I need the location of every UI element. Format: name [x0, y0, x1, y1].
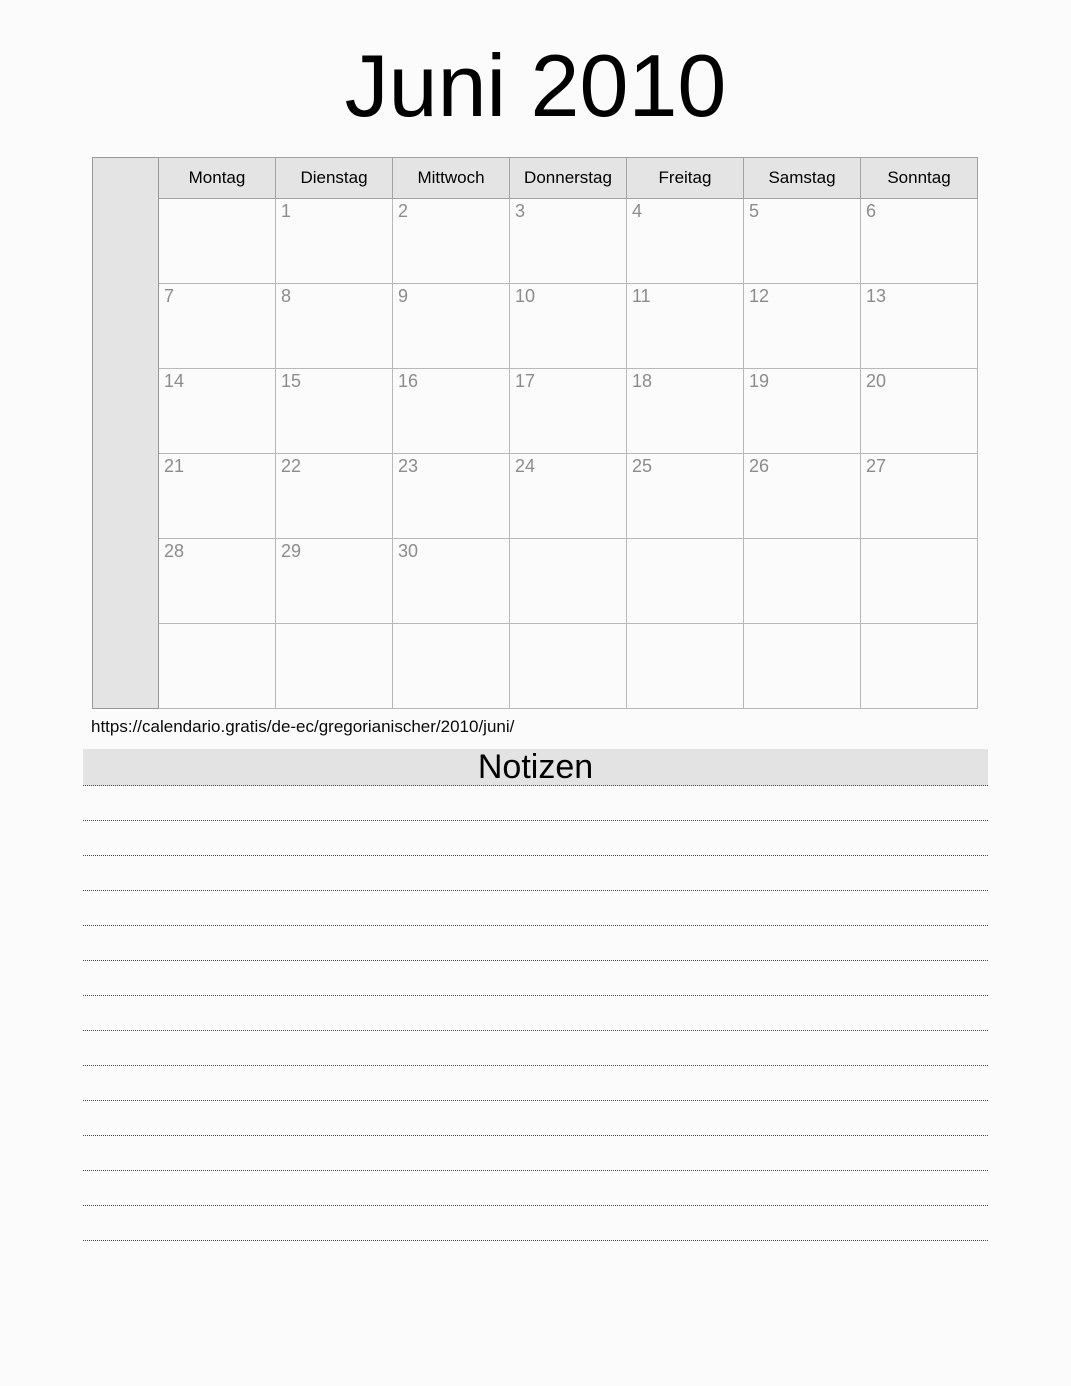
notes-ruled-line [83, 1101, 988, 1136]
day-cell-17 [510, 369, 627, 454]
notes-header: Notizen [83, 749, 988, 786]
day-header-dienstag: Dienstag [276, 158, 393, 199]
source-url: https://calendario.gratis/de-ec/gregorianischer/2010/juni/ [91, 717, 515, 736]
day-cell-1 [276, 199, 393, 284]
day-cell-20 [861, 369, 978, 454]
day-cell-16 [393, 369, 510, 454]
day-number: 17 [515, 371, 536, 391]
day-header-donnerstag: Donnerstag [510, 158, 627, 199]
day-cell-25 [627, 454, 744, 539]
notes-ruled-line [83, 1031, 988, 1066]
day-cell-empty [744, 624, 861, 709]
day-number: 8 [281, 286, 292, 306]
day-number: 21 [164, 456, 185, 476]
day-number: 13 [866, 286, 887, 306]
day-number: 6 [866, 201, 877, 221]
day-cell-4 [627, 199, 744, 284]
day-cell-14 [159, 369, 276, 454]
day-number: 12 [749, 286, 770, 306]
day-cell-13 [861, 284, 978, 369]
day-number: 19 [749, 371, 770, 391]
day-number: 22 [281, 456, 302, 476]
day-header-samstag: Samstag [744, 158, 861, 199]
day-cell-empty [627, 539, 744, 624]
day-cell-27 [861, 454, 978, 539]
day-cell-empty [510, 539, 627, 624]
day-header-sonntag: Sonntag [861, 158, 978, 199]
day-cell-28 [159, 539, 276, 624]
day-number: 25 [632, 456, 653, 476]
day-number: 10 [515, 286, 536, 306]
calendar-side-column [93, 158, 159, 709]
day-number: 18 [632, 371, 653, 391]
notes-ruled-line [83, 1066, 988, 1101]
notes-ruled-line [83, 996, 988, 1031]
day-cell-empty [510, 624, 627, 709]
day-number: 5 [749, 201, 760, 221]
day-number: 26 [749, 456, 770, 476]
day-number: 20 [866, 371, 887, 391]
day-cell-10 [510, 284, 627, 369]
notes-ruled-line [83, 1171, 988, 1206]
day-cell-18 [627, 369, 744, 454]
day-cell-22 [276, 454, 393, 539]
page-title: Juni 2010 [344, 36, 727, 135]
notes-ruled-line [83, 786, 988, 821]
day-cell-2 [393, 199, 510, 284]
day-number: 1 [281, 201, 292, 221]
day-cell-15 [276, 369, 393, 454]
day-cell-26 [744, 454, 861, 539]
day-number: 2 [398, 201, 409, 221]
day-cell-24 [510, 454, 627, 539]
day-number: 30 [398, 541, 419, 561]
notes-ruled-line [83, 1206, 988, 1241]
calendar-table [92, 157, 978, 709]
notes-ruled-line [83, 891, 988, 926]
day-cell-9 [393, 284, 510, 369]
notes-ruled-line [83, 1136, 988, 1171]
day-number: 4 [632, 201, 643, 221]
day-cell-7 [159, 284, 276, 369]
notes-ruled-line [83, 821, 988, 856]
day-header-mittwoch: Mittwoch [393, 158, 510, 199]
day-cell-23 [393, 454, 510, 539]
day-number: 16 [398, 371, 419, 391]
day-number: 11 [632, 286, 651, 306]
day-number: 28 [164, 541, 185, 561]
day-cell-5 [744, 199, 861, 284]
day-cell-empty [861, 539, 978, 624]
day-cell-19 [744, 369, 861, 454]
day-number: 24 [515, 456, 536, 476]
day-cell-6 [861, 199, 978, 284]
day-cell-empty [744, 539, 861, 624]
weekday-header-row [93, 158, 978, 199]
day-cell-empty [627, 624, 744, 709]
day-cell-empty [861, 624, 978, 709]
notes-ruled-line [83, 926, 988, 961]
day-cell-3 [510, 199, 627, 284]
day-number: 14 [164, 371, 185, 391]
notes-ruled-line [83, 856, 988, 891]
day-number: 15 [281, 371, 302, 391]
day-cell-21 [159, 454, 276, 539]
day-cell-8 [276, 284, 393, 369]
day-number: 29 [281, 541, 302, 561]
notes-lines [83, 786, 988, 1241]
day-number: 9 [398, 286, 409, 306]
day-cell-empty [276, 624, 393, 709]
week-row [93, 284, 978, 369]
notes-ruled-line [83, 961, 988, 996]
day-header-montag: Montag [159, 158, 276, 199]
week-row [93, 624, 978, 709]
notes-section [83, 749, 988, 1241]
week-row [93, 454, 978, 539]
day-number: 23 [398, 456, 419, 476]
day-cell-empty [159, 199, 276, 284]
week-row [93, 199, 978, 284]
day-cell-empty [159, 624, 276, 709]
day-cell-29 [276, 539, 393, 624]
day-cell-30 [393, 539, 510, 624]
day-number: 7 [164, 286, 175, 306]
day-number: 27 [866, 456, 887, 476]
week-row [93, 539, 978, 624]
day-cell-12 [744, 284, 861, 369]
week-row [93, 369, 978, 454]
day-cell-11 [627, 284, 744, 369]
day-number: 3 [515, 201, 526, 221]
day-cell-empty [393, 624, 510, 709]
day-header-freitag: Freitag [627, 158, 744, 199]
